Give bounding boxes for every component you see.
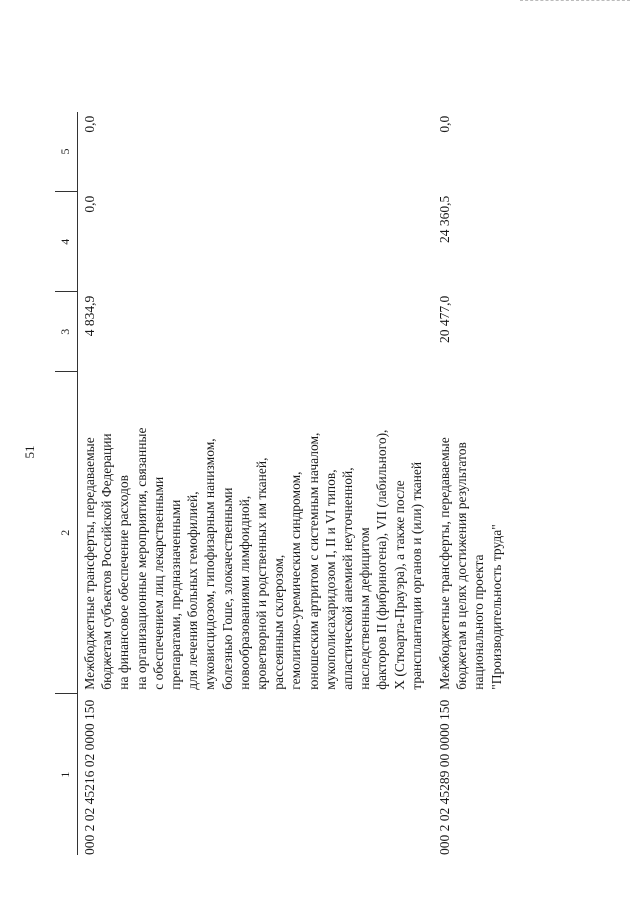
row-value-col3: 20 477,0 [437,295,453,343]
row-name-line: бюджетам в целях достижения результатов [454,442,470,690]
row-name-line: на организационные мероприятия, связанные [133,427,149,690]
row-name-line: кроветворной и родственных им тканей, [254,457,270,690]
row-code: 000 2 02 45289 00 0000 150 [437,699,453,855]
row-name-line: болезнью Гоше, злокачественными [219,487,235,690]
row-name-line: новообразованиями лимфоидной, [236,495,252,690]
row-name-line: национального проекта [471,554,487,690]
row-name-line: Межбюджетные трансферты, передаваемые [437,437,453,690]
row-name-line: "Производительность труда" [488,524,504,690]
rotated-table-area [55,0,615,905]
table-row [433,112,513,855]
row-value-col5: 0,0 [437,115,453,133]
row-name-line: рассеянным склерозом, [271,554,287,690]
page-number: 51 [22,445,37,459]
row-value-col4: 0,0 [82,195,97,213]
row-name-line: Межбюджетные трансферты, передаваемые [82,437,97,690]
header-col-4: 4 [55,192,78,292]
row-name-line: на финансовое обеспечение расходов [116,475,132,690]
budget-table [55,112,513,855]
table-header-row [55,112,78,855]
row-code: 000 2 02 45216 02 0000 150 [82,699,97,855]
header-col-3: 3 [55,292,78,372]
row-name-line: факторов II (фибриногена), VII (лабильного), [374,429,390,690]
row-name-line: мукополисахаридозом I, II и VI типов, [322,469,338,690]
header-col-1: 1 [55,694,78,855]
row-value-col5: 0,0 [82,115,97,133]
row-name-line: гемолитико-уремическим синдромом, [288,471,304,690]
row-name-line: трансплантации органов и (или) тканей [408,461,424,690]
header-col-5: 5 [55,112,78,192]
row-value-col3: 4 834,9 [82,295,97,337]
header-col-2: 2 [55,372,78,694]
row-name-line: наследственным дефицитом [357,527,373,690]
table-row [78,112,434,855]
row-name-line: для лечения больных гемофилией, [185,491,201,690]
row-name-line: юношеским артритом с системным началом, [305,432,321,690]
row-name-line: апластической анемией неуточненной, [340,467,356,690]
row-value-col4: 24 360,5 [437,195,453,243]
row-name-line: препаратами, предназначенными [168,499,184,690]
row-name-line: с обеспечением лиц лекарственными [150,476,166,690]
row-name [78,372,434,694]
row-name [433,372,513,694]
row-name-line: X (Стюарта-Прауэра), а также после [391,480,407,690]
row-name-line: муковисцидозом, гипофизарным нанизмом, [202,438,218,690]
row-name-line: бюджетам субъектов Российской Федерации [99,433,115,690]
